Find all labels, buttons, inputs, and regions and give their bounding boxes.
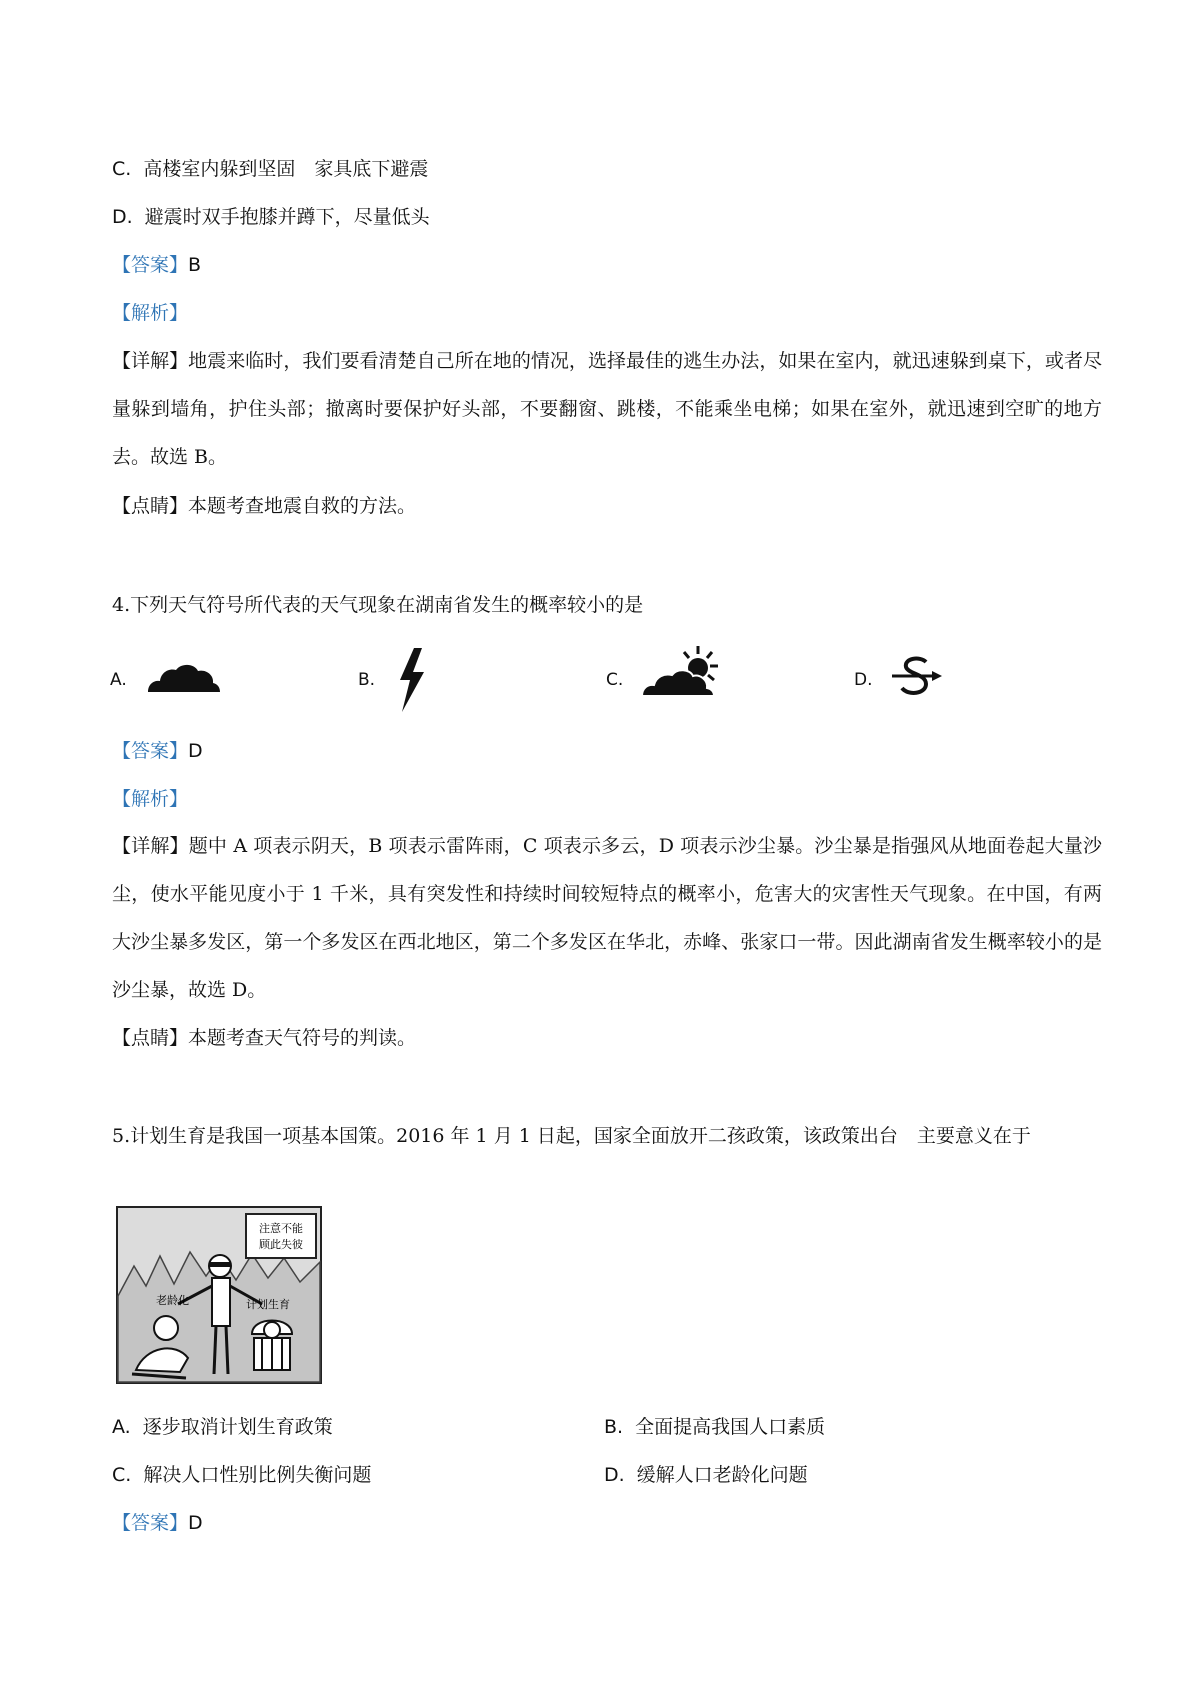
answer-value: D [188,740,203,762]
answer-value: B [188,254,202,276]
option-letter: D. [112,206,133,228]
speech-line-2: 顾此失彼 [259,1238,303,1251]
option-text: 解决人口性别比例失衡问题 [143,1464,372,1486]
option-letter: C. [606,670,624,690]
option-text: 全面提高我国人口素质 [635,1416,826,1438]
option-text: 缓解人口老龄化问题 [636,1464,808,1486]
sandstorm-icon [888,652,948,702]
q4-answer [112,738,203,764]
option-letter: A. [110,670,127,690]
answer-value: D [188,1512,203,1534]
answer-tag: 【答案】 [112,254,189,276]
q5-option-c [112,1462,371,1488]
partly-cloudy-icon [640,644,730,704]
q3-detail: 【详解】地震来临时，我们要看清楚自己所在地的情况，选择最佳的逃生办法，如果在室内，就迅速躲到桌下，或者尽量躲到墙角，护住头部；撤离时要保护好头部，不要翻窗、跳楼，不能乘坐电梯；如果在室外，就迅速到空旷的地方去。故选 B。 [112,350,1102,468]
speech-line-1: 注意不能 [259,1222,303,1235]
option-letter: D. [604,1464,625,1486]
population-cartoon [116,1206,322,1384]
q3-answer [112,252,201,278]
option-letter: C. [112,158,132,180]
q5-answer [112,1510,203,1536]
answer-tag: 【答案】 [112,1512,189,1534]
label-aging: 老龄化 [156,1294,189,1307]
option-text: 逐步取消计划生育政策 [142,1416,333,1438]
overcast-cloud-icon [144,652,224,702]
q3-option-c [112,156,428,182]
q5-option-a [112,1414,333,1440]
option-text: 高楼室内躲到坚固 家具底下避震 [143,158,429,180]
answer-tag: 【答案】 [112,740,189,762]
option-letter: B. [358,670,376,690]
q3-comment: 【点睛】本题考查地震自救的方法。 [112,495,417,517]
q4-question: 4.下列天气符号所代表的天气现象在湖南省发生的概率较小的是 [112,594,644,616]
q3-option-d [112,204,430,230]
q5-option-d [604,1462,808,1488]
option-text: 避震时双手抱膝并蹲下，尽量低头 [144,206,430,228]
q5-option-b [604,1414,825,1440]
option-letter: D. [854,670,873,690]
lightning-icon [392,646,432,716]
q5-question: 5.计划生育是我国一项基本国策。2016 年 1 月 1 日起，国家全面放开二孩政策，该政策出台 主要意义在于 [112,1125,1031,1147]
q4-analysis-tag: 【解析】 [112,788,189,810]
option-letter: A. [112,1416,131,1438]
option-letter: C. [112,1464,132,1486]
q4-comment: 【点睛】本题考查天气符号的判读。 [112,1027,417,1049]
label-family-planning: 计划生育 [246,1298,290,1311]
option-letter: B. [604,1416,624,1438]
q4-detail: 【详解】题中 A 项表示阴天，B 项表示雷阵雨，C 项表示多云，D 项表示沙尘暴。沙尘暴是指强风从地面卷起大量沙尘，使水平能见度小于 1 千米，具有突发性和持续时间较短特点的概率小，危害大的灾害性天气现象。在中国，有两大沙尘暴多发区，第一个多发区在西北地区，第二个多发区在华北，赤峰、张家口一带。因此湖南省发生概率较小的是沙尘暴，故选 D。 [112,835,1102,1001]
q3-analysis-tag: 【解析】 [112,302,189,324]
